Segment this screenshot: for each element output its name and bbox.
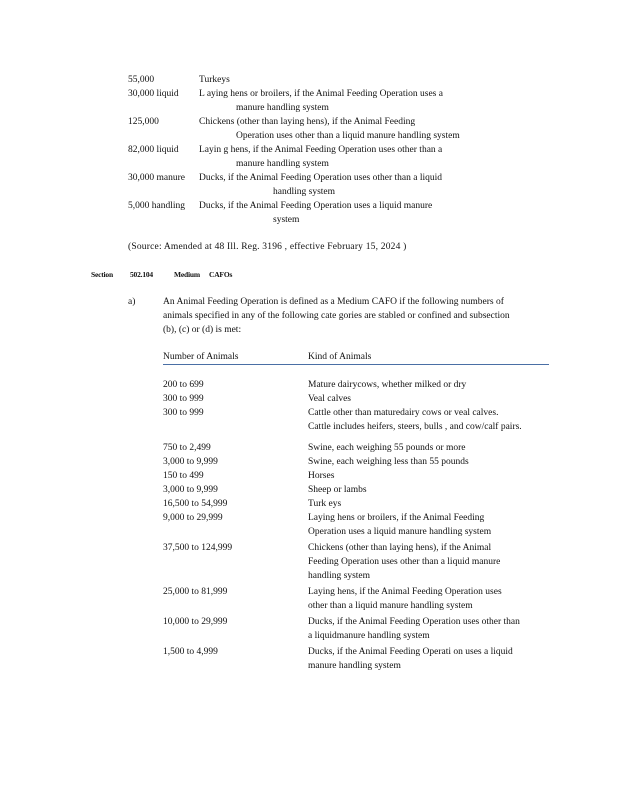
- animal-kind: Swine, each weighing 55 pounds or more: [308, 443, 466, 453]
- animal-description: Layin g hens, if the Animal Feeding Operation uses other than a manure handling system: [199, 145, 443, 169]
- animal-description: Turkeys: [199, 75, 230, 85]
- animal-count-range: 300 to 999: [163, 408, 204, 418]
- animal-count-range: 25,000 to 81,999: [163, 587, 228, 597]
- table-row: [128, 199, 528, 227]
- table-row: [163, 585, 543, 613]
- animal-kind: Swine, each weighing less than 55 pounds: [308, 457, 469, 467]
- animal-count: 30,000 liquid: [128, 89, 179, 99]
- column-header-kind: Kind of Animals: [308, 352, 372, 362]
- animal-count: 30,000 manure: [128, 173, 185, 183]
- table-row: [128, 143, 528, 171]
- animal-kind: Turk eys: [308, 499, 342, 509]
- section-title-word: CAFOs: [209, 270, 233, 279]
- table-row: [163, 497, 543, 511]
- prior-section-table: [128, 73, 528, 227]
- table-row: [163, 441, 543, 455]
- animals-table: [163, 378, 543, 673]
- animal-count-range: 3,000 to 9,999: [163, 485, 218, 495]
- animal-count: 125,000: [128, 117, 159, 127]
- animal-kind: Laying hens, if the Animal Feeding Operation uses other than a liquid manure handling system: [308, 587, 502, 611]
- animal-count-range: 1,500 to 4,999: [163, 647, 218, 657]
- animal-kind: Ducks, if the Animal Feeding Operation uses other than a liquidmanure handling system: [308, 617, 520, 641]
- animal-kind: Veal calves: [308, 394, 351, 404]
- subsection-label: a): [128, 297, 136, 307]
- table-row: [128, 73, 528, 87]
- animal-count-range: 200 to 699: [163, 380, 204, 390]
- section-label: Section: [91, 270, 113, 279]
- animal-description: L aying hens or broilers, if the Animal Feeding Operation uses a manure handling system: [199, 89, 443, 113]
- table-row: [163, 469, 543, 483]
- animal-count-range: 3,000 to 9,999: [163, 457, 218, 467]
- animal-kind: Laying hens or broilers, if the Animal Feeding Operation uses a liquid manure handling system: [308, 513, 492, 537]
- animal-kind: Cattle other than maturedairy cows or veal calves. Cattle includes heifers, steers, bulls , and cow/calf pairs.: [308, 408, 522, 432]
- animal-count-range: 150 to 499: [163, 471, 204, 481]
- table-row: [163, 455, 543, 469]
- animal-description: Ducks, if the Animal Feeding Operation uses other than a liquid handling system: [199, 173, 442, 197]
- animal-count: 82,000 liquid: [128, 145, 179, 155]
- table-row: [128, 115, 528, 143]
- table-row: [163, 541, 543, 583]
- animal-count-range: 16,500 to 54,999: [163, 499, 228, 509]
- table-row: [163, 511, 543, 539]
- animal-kind: Chickens (other than laying hens), if the Animal Feeding Operation uses other than a liquid manure handling system: [308, 543, 501, 581]
- section-number: 502.104: [130, 270, 153, 279]
- column-header-number: Number of Animals: [163, 352, 239, 362]
- section-heading: [91, 268, 232, 282]
- animal-count-range: 10,000 to 29,999: [163, 617, 228, 627]
- table-header: [163, 350, 549, 365]
- animal-description: Chickens (other than laying hens), if the Animal Feeding Operation uses other than a liquid manure handling system: [199, 117, 460, 141]
- table-row: [163, 483, 543, 497]
- animal-kind: Mature dairycows, whether milked or dry: [308, 380, 467, 390]
- table-row: [163, 378, 543, 392]
- subsection-text: An Animal Feeding Operation is defined as a Medium CAFO if the following numbers of animals specified in any of the following cate gories are stabled or confined and subsection (b), (c) or (d) is met:: [163, 297, 510, 335]
- table-row: [163, 615, 543, 643]
- animal-count: 55,000: [128, 75, 155, 85]
- section-title-word: Medium: [174, 270, 200, 279]
- animal-count-range: 750 to 2,499: [163, 443, 211, 453]
- animal-description: Ducks, if the Animal Feeding Operation uses a liquid manure system: [199, 201, 433, 225]
- table-row: [128, 171, 528, 199]
- animal-kind: Ducks, if the Animal Feeding Operati on uses a liquid manure handling system: [308, 647, 513, 671]
- table-row: [163, 645, 543, 673]
- table-row: [128, 87, 528, 115]
- animal-count-range: 300 to 999: [163, 394, 204, 404]
- source-note: (Source: Amended at 48 Ill. Reg. 3196 , effective February 15, 2024 ): [128, 242, 407, 252]
- table-row: [163, 392, 543, 406]
- animal-count-range: 37,500 to 124,999: [163, 543, 233, 553]
- table-row: [163, 406, 543, 434]
- animal-count-range: 9,000 to 29,999: [163, 513, 223, 523]
- animal-kind: Sheep or lambs: [308, 485, 367, 495]
- animal-count: 5,000 handling: [128, 201, 185, 211]
- animal-kind: Horses: [308, 471, 335, 481]
